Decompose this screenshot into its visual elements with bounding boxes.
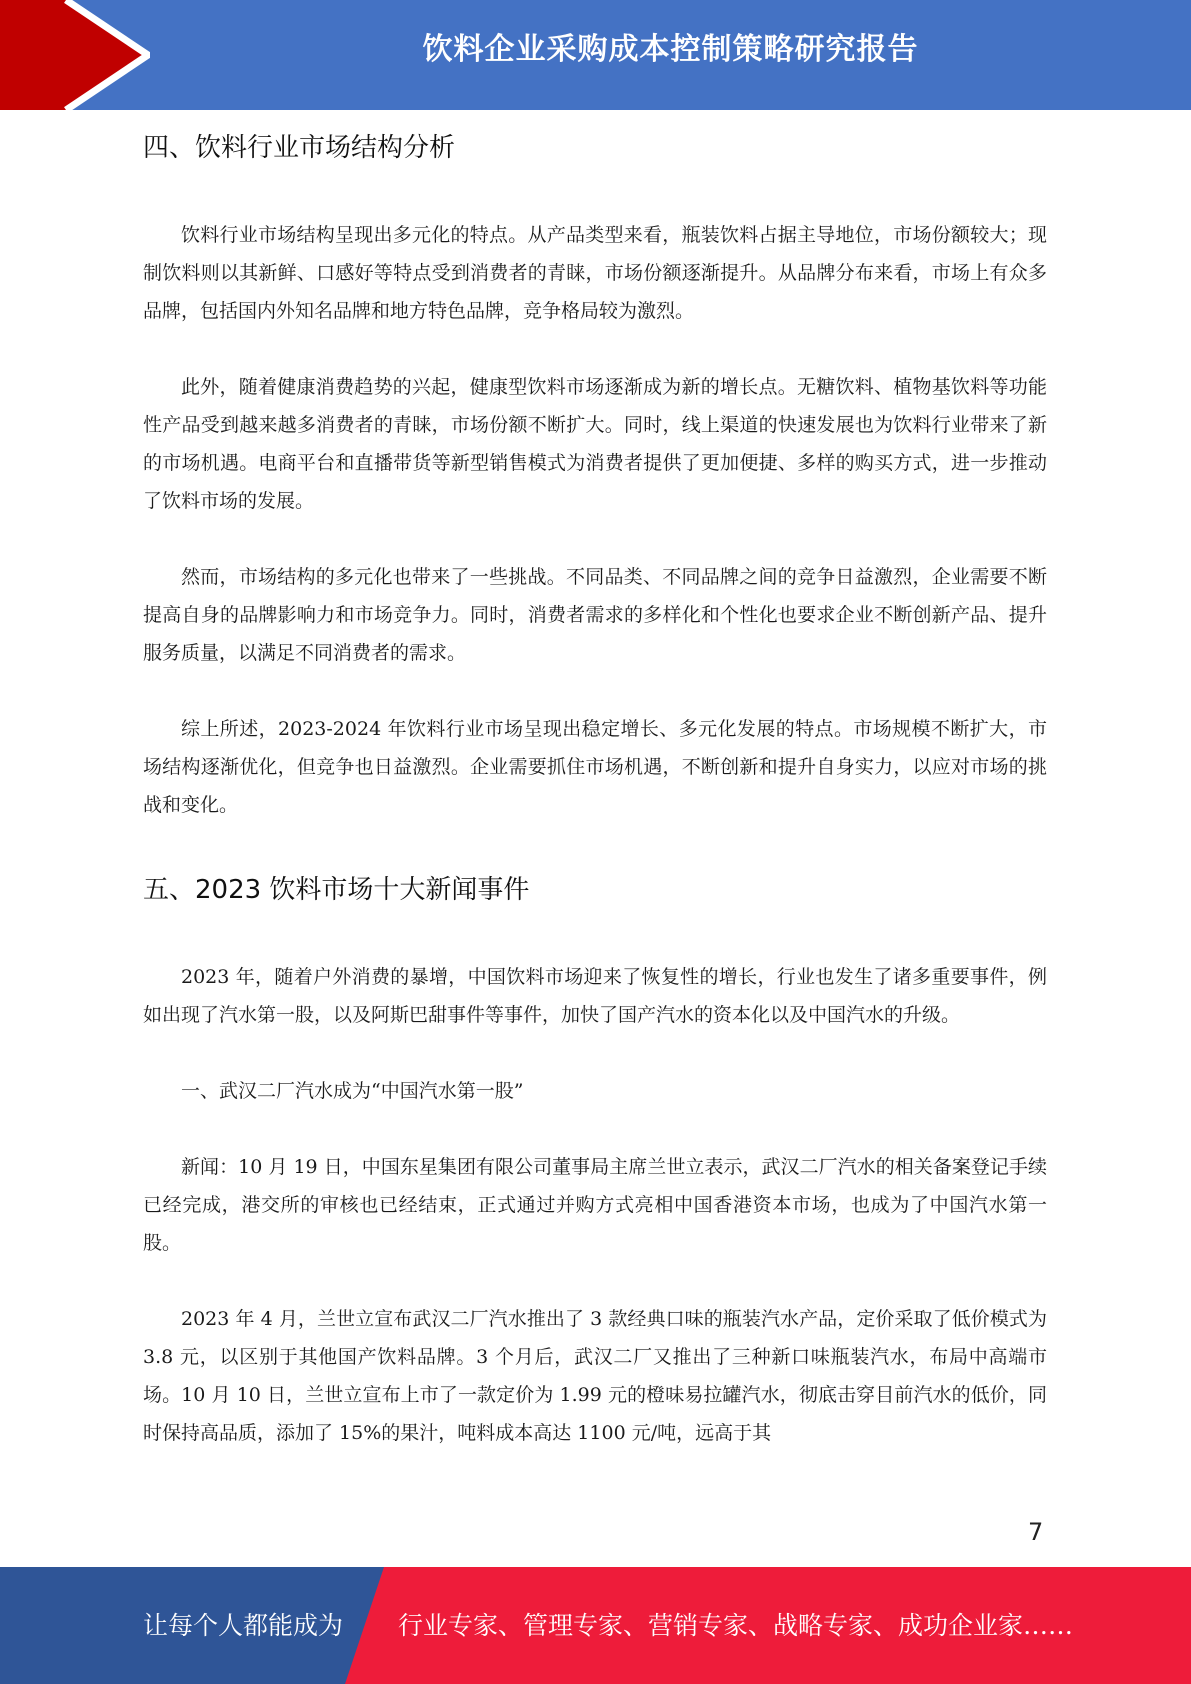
page-content — [143, 128, 1047, 1452]
paragraph: 新闻：10 月 19 日，中国东星集团有限公司董事局主席兰世立表示，武汉二厂汽水的相关备案登记手续已经完成，港交所的审核也已经结束，正式通过并购方式亮相中国香港资本市场，也成为了中国汽水第一股。 — [143, 1156, 1047, 1254]
paragraph: 综上所述，2023-2024 年饮料行业市场呈现出稳定增长、多元化发展的特点。市场规模不断扩大，市场结构逐渐优化，但竞争也日益激烈。企业需要抓住市场机遇，不断创新和提升自身实力，以应对市场的挑战和变化。 — [143, 718, 1047, 816]
footer-slogan-left: 让每个人都能成为 — [143, 1611, 344, 1640]
footer-banner — [0, 1567, 1191, 1684]
paragraph: 饮料行业市场结构呈现出多元化的特点。从产品类型来看，瓶装饮料占据主导地位，市场份额较大；现制饮料则以其新鲜、口感好等特点受到消费者的青睐，市场份额逐渐提升。从品牌分布来看，市场上有众多品牌，包括国内外知名品牌和地方特色品牌，竞争格局较为激烈。 — [143, 224, 1047, 322]
footer-slogan-right: 行业专家、管理专家、营销专家、战略专家、成功企业家…… — [398, 1611, 1074, 1640]
paragraph: 2023 年，随着户外消费的暴增，中国饮料市场迎来了恢复性的增长，行业也发生了诸多重要事件，例如出现了汽水第一股，以及阿斯巴甜事件等事件，加快了国产汽水的资本化以及中国汽水的升级。 — [143, 966, 1047, 1026]
page-number: 7 — [1028, 1518, 1044, 1546]
section-heading-4: 四、饮料行业市场结构分析 — [143, 133, 456, 163]
paragraph: 2023 年 4 月，兰世立宣布武汉二厂汽水推出了 3 款经典口味的瓶装汽水产品，定价采取了低价模式为 3.8 元，以区别于其他国产饮料品牌。3 个月后，武汉二厂又推出了三种新口味瓶装汽水，布局中高端市场。10 月 10 日，兰世立宣布上市了一款定价为 1.99 元的橙味易拉罐汽水，彻底击穿目前汽水的低价，同时保持高品质，添加了 15%的果汁，吨料成本高达 1100 元/吨，远高于其 — [143, 1308, 1047, 1444]
paragraph: 此外，随着健康消费趋势的兴起，健康型饮料市场逐渐成为新的增长点。无糖饮料、植物基饮料等功能性产品受到越来越多消费者的青睐，市场份额不断扩大。同时，线上渠道的快速发展也为饮料行业带来了新的市场机遇。电商平台和直播带货等新型销售模式为消费者提供了更加便捷、多样的购买方式，进一步推动了饮料市场的发展。 — [143, 376, 1047, 512]
subheading-paragraph: 一、武汉二厂汽水成为“中国汽水第一股” — [181, 1080, 524, 1102]
section-heading-5: 五、2023 饮料市场十大新闻事件 — [143, 875, 530, 905]
document-title: 饮料企业采购成本控制策略研究报告 — [422, 32, 919, 67]
header-bar — [0, 0, 1191, 110]
paragraph: 然而，市场结构的多元化也带来了一些挑战。不同品类、不同品牌之间的竞争日益激烈，企业需要不断提高自身的品牌影响力和市场竞争力。同时，消费者需求的多样化和个性化也要求企业不断创新产品、提升服务质量，以满足不同消费者的需求。 — [143, 566, 1047, 664]
header-chevron-decoration — [0, 0, 150, 110]
